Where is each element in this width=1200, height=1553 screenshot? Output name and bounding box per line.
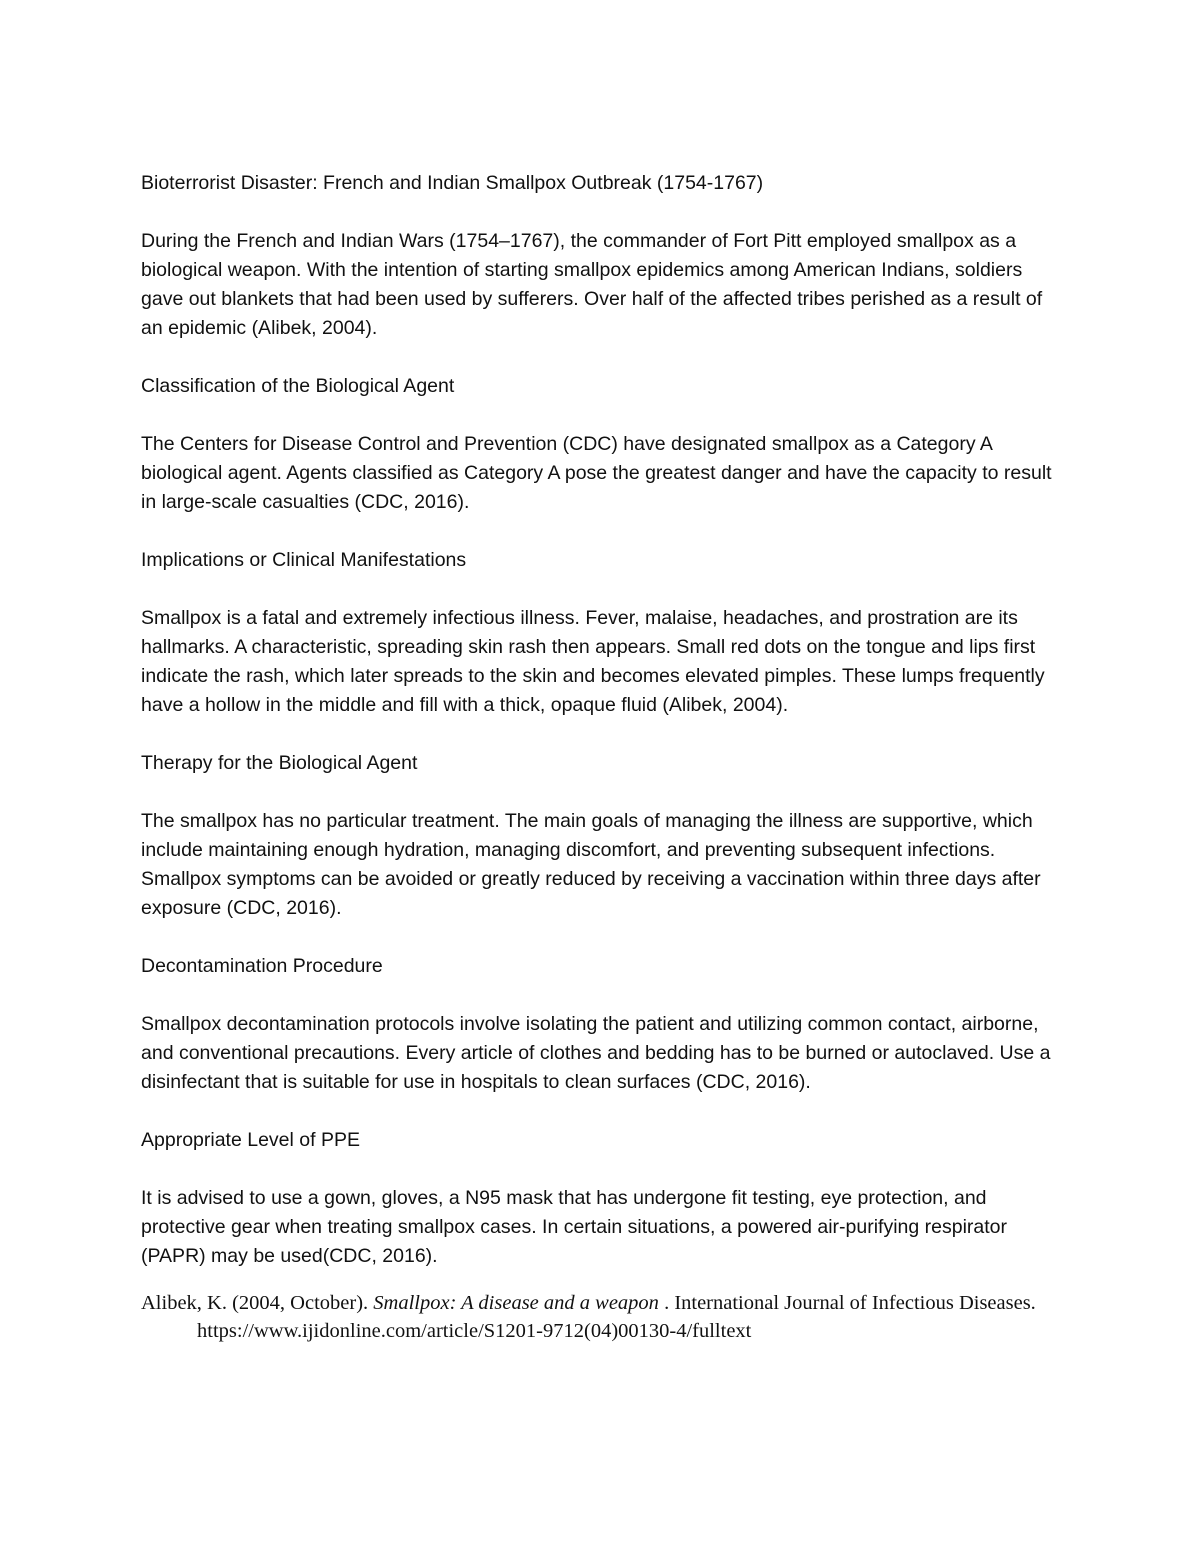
heading-ppe: Appropriate Level of PPE xyxy=(141,1129,360,1151)
reference-authors-date: Alibek, K. (2004, October). xyxy=(141,1292,374,1314)
document-title: Bioterrorist Disaster: French and Indian Smallpox Outbreak (1754-1767) xyxy=(141,172,764,194)
paragraph-decontamination: Smallpox decontamination protocols involve isolating the patient and utilizing common contact, airborne, and conventional precautions. Every article of clothes and bedding has to be burned or autoclaved. Use a disinfectant that is suitable for use in hospitals to clean surfaces (CDC, 2016). xyxy=(141,1013,1051,1093)
paragraph-clinical-manifestations: Smallpox is a fatal and extremely infectious illness. Fever, malaise, headaches, and prostration are its hallmarks. A characteristic, spreading skin rash then appears. Small red dots on the tongue and lips first indicate the rash, which later spreads to the skin and becomes elevated pimples. These lumps frequently have a hollow in the middle and fill with a thick, opaque fluid (Alibek, 2004). xyxy=(141,607,1045,716)
reference-title: Smallpox: A disease and a weapon xyxy=(373,1292,659,1314)
heading-therapy: Therapy for the Biological Agent xyxy=(141,752,418,774)
paragraph-therapy: The smallpox has no particular treatment. The main goals of managing the illness are supportive, which include maintaining enough hydration, managing discomfort, and preventing subsequent infections. Smallpox symptoms can be avoided or greatly reduced by receiving a vaccination within three days after exposure (CDC, 2016). xyxy=(141,810,1041,919)
reference-entry xyxy=(141,1289,1097,1345)
document-body xyxy=(141,169,1066,1345)
paragraph-classification: The Centers for Disease Control and Prevention (CDC) have designated smallpox as a Category A biological agent. Agents classified as Category A pose the greatest danger and have the capacity to result in large-scale casualties (CDC, 2016). xyxy=(141,433,1052,513)
intro-paragraph: During the French and Indian Wars (1754–1767), the commander of Fort Pitt employed smallpox as a biological weapon. With the intention of starting smallpox epidemics among American Indians, soldiers gave out blankets that had been used by sufferers. Over half of the affected tribes perished as a result of an epidemic (Alibek, 2004). xyxy=(141,230,1043,339)
heading-classification: Classification of the Biological Agent xyxy=(141,375,455,397)
heading-clinical-manifestations: Implications or Clinical Manifestations xyxy=(141,549,467,571)
heading-decontamination: Decontamination Procedure xyxy=(141,955,383,977)
reference-source: . International Journal of Infectious Diseases. https://www.ijidonline.com/article/S1201-9712(04)00130-4/fulltext xyxy=(197,1292,1036,1342)
paragraph-ppe: It is advised to use a gown, gloves, a N95 mask that has undergone fit testing, eye protection, and protective gear when treating smallpox cases. In certain situations, a powered air-purifying respirator (PAPR) may be used(CDC, 2016). xyxy=(141,1187,1008,1267)
